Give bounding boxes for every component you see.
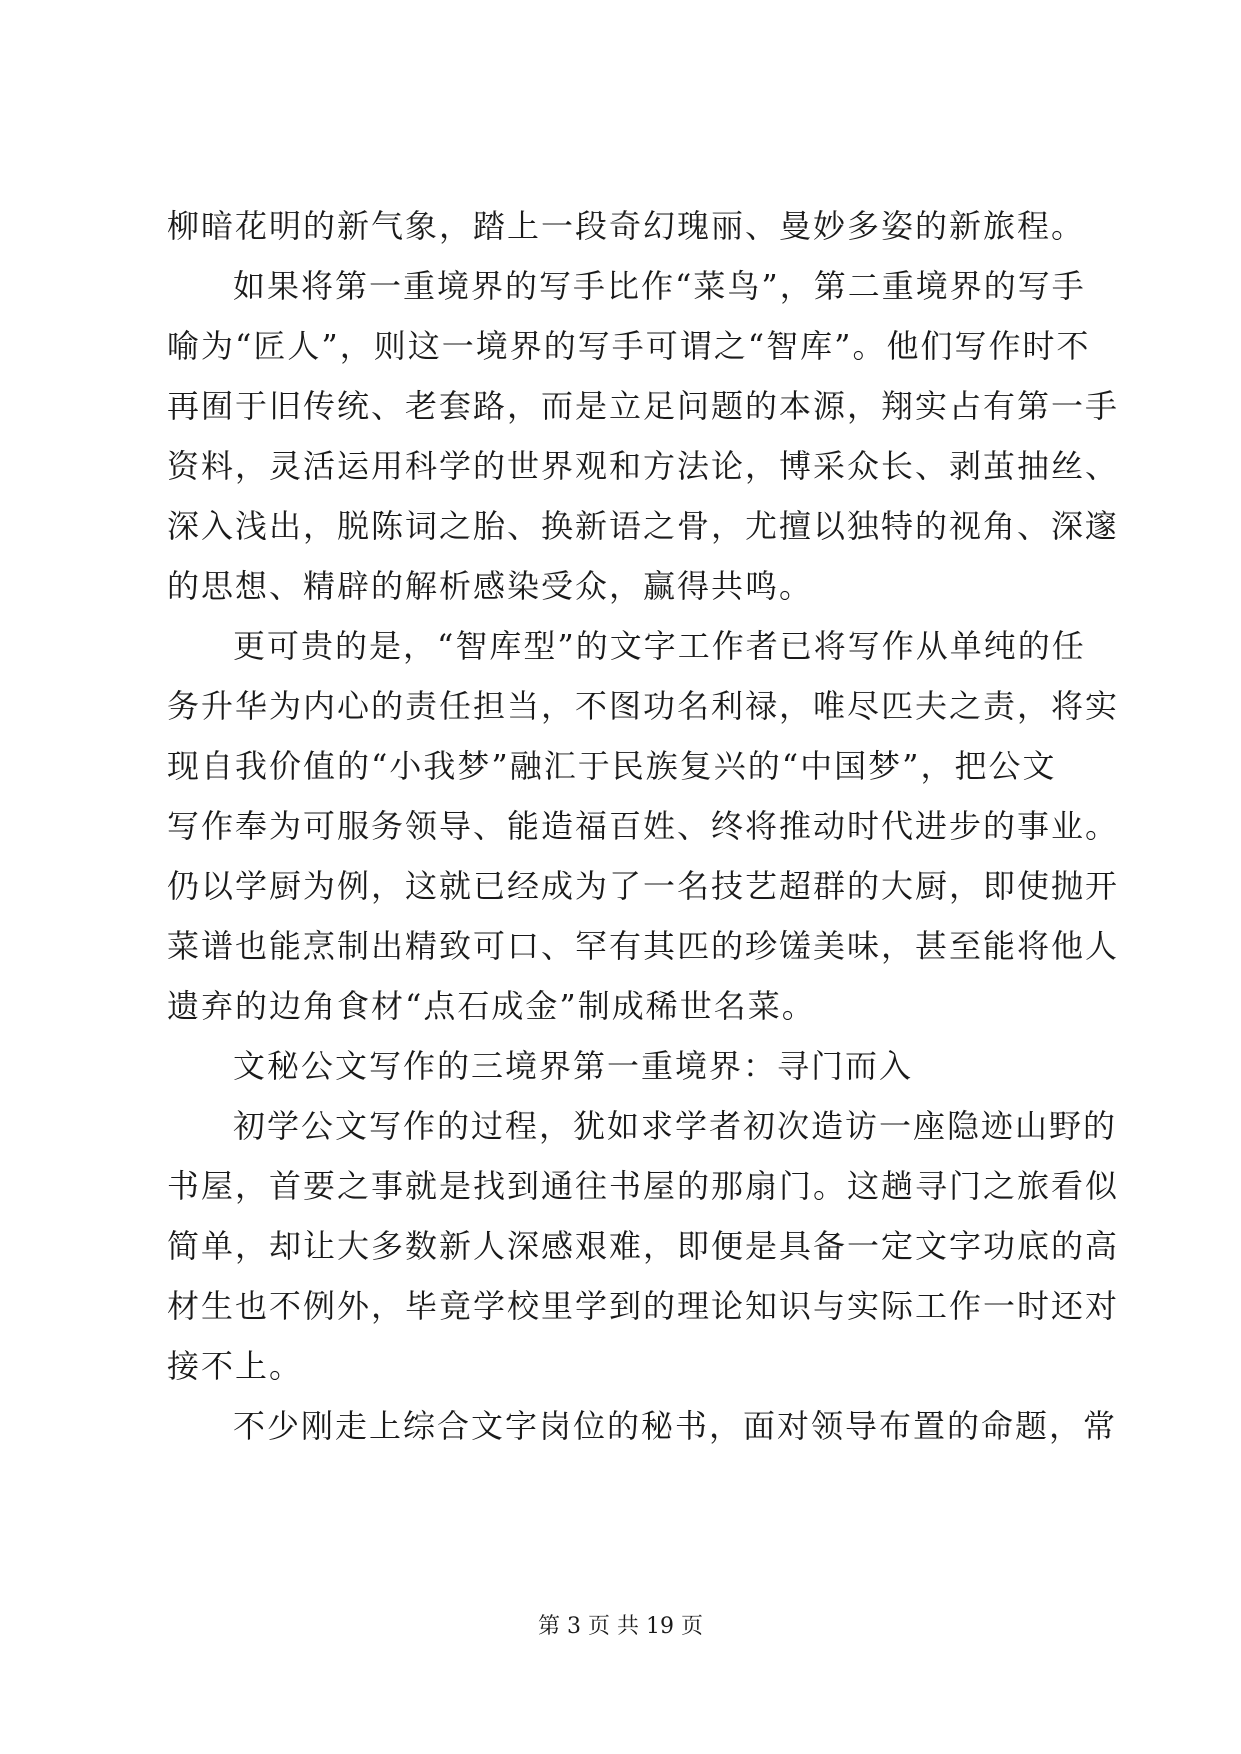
text-line: 更可贵的是，“智库型”的文字工作者已将写作从单纯的任 xyxy=(233,627,1086,665)
document-body xyxy=(167,196,1120,1456)
text-line: 初学公文写作的过程，犹如求学者初次造访一座隐迹山野的 xyxy=(233,1107,1118,1145)
text-line: 如果将第一重境界的写手比作“菜鸟”，第二重境界的写手 xyxy=(233,267,1086,305)
text-line: 深入浅出，脱陈词之胎、换新语之骨，尤擅以独特的视角、深邃 xyxy=(167,507,1120,545)
text-line: 再囿于旧传统、老套路，而是立足问题的本源，翔实占有第一手 xyxy=(167,387,1120,425)
text-line: 现自我价值的“小我梦”融汇于民族复兴的“中国梦”，把公文 xyxy=(167,747,1057,785)
text-line: 的思想、精辟的解析感染受众，赢得共鸣。 xyxy=(167,567,814,605)
text-line: 柳暗花明的新气象，踏上一段奇幻瑰丽、曼妙多姿的新旅程。 xyxy=(167,207,1086,245)
text-line: 遗弃的边角食材“点石成金”制成稀世名菜。 xyxy=(167,987,816,1025)
text-line: 不少刚走上综合文字岗位的秘书，面对领导布置的命题，常 xyxy=(233,1407,1118,1445)
text-line: 务升华为内心的责任担当，不图功名利禄，唯尽匹夫之责，将实 xyxy=(167,687,1120,725)
text-line: 接不上。 xyxy=(167,1347,304,1385)
text-line: 书屋，首要之事就是找到通往书屋的那扇门。这趟寻门之旅看似 xyxy=(167,1167,1120,1205)
text-line: 简单，却让大多数新人深感艰难，即便是具备一定文字功底的高 xyxy=(167,1227,1120,1265)
text-line: 写作奉为可服务领导、能造福百姓、终将推动时代进步的事业。 xyxy=(167,807,1120,845)
text-line: 材生也不例外，毕竟学校里学到的理论知识与实际工作一时还对 xyxy=(167,1287,1120,1325)
text-line: 资料，灵活运用科学的世界观和方法论，博采众长、剥茧抽丝、 xyxy=(167,447,1120,485)
text-line: 喻为“匠人”，则这一境界的写手可谓之“智库”。他们写作时不 xyxy=(167,327,1091,365)
section-heading: 文秘公文写作的三境界第一重境界：寻门而入 xyxy=(233,1047,914,1085)
text-line: 菜谱也能烹制出精致可口、罕有其匹的珍馐美味，甚至能将他人 xyxy=(167,927,1120,965)
text-line: 仍以学厨为例，这就已经成为了一名技艺超群的大厨，即使抛开 xyxy=(167,867,1120,905)
page-number-footer: 第 3 页 共 19 页 xyxy=(538,1614,703,1639)
